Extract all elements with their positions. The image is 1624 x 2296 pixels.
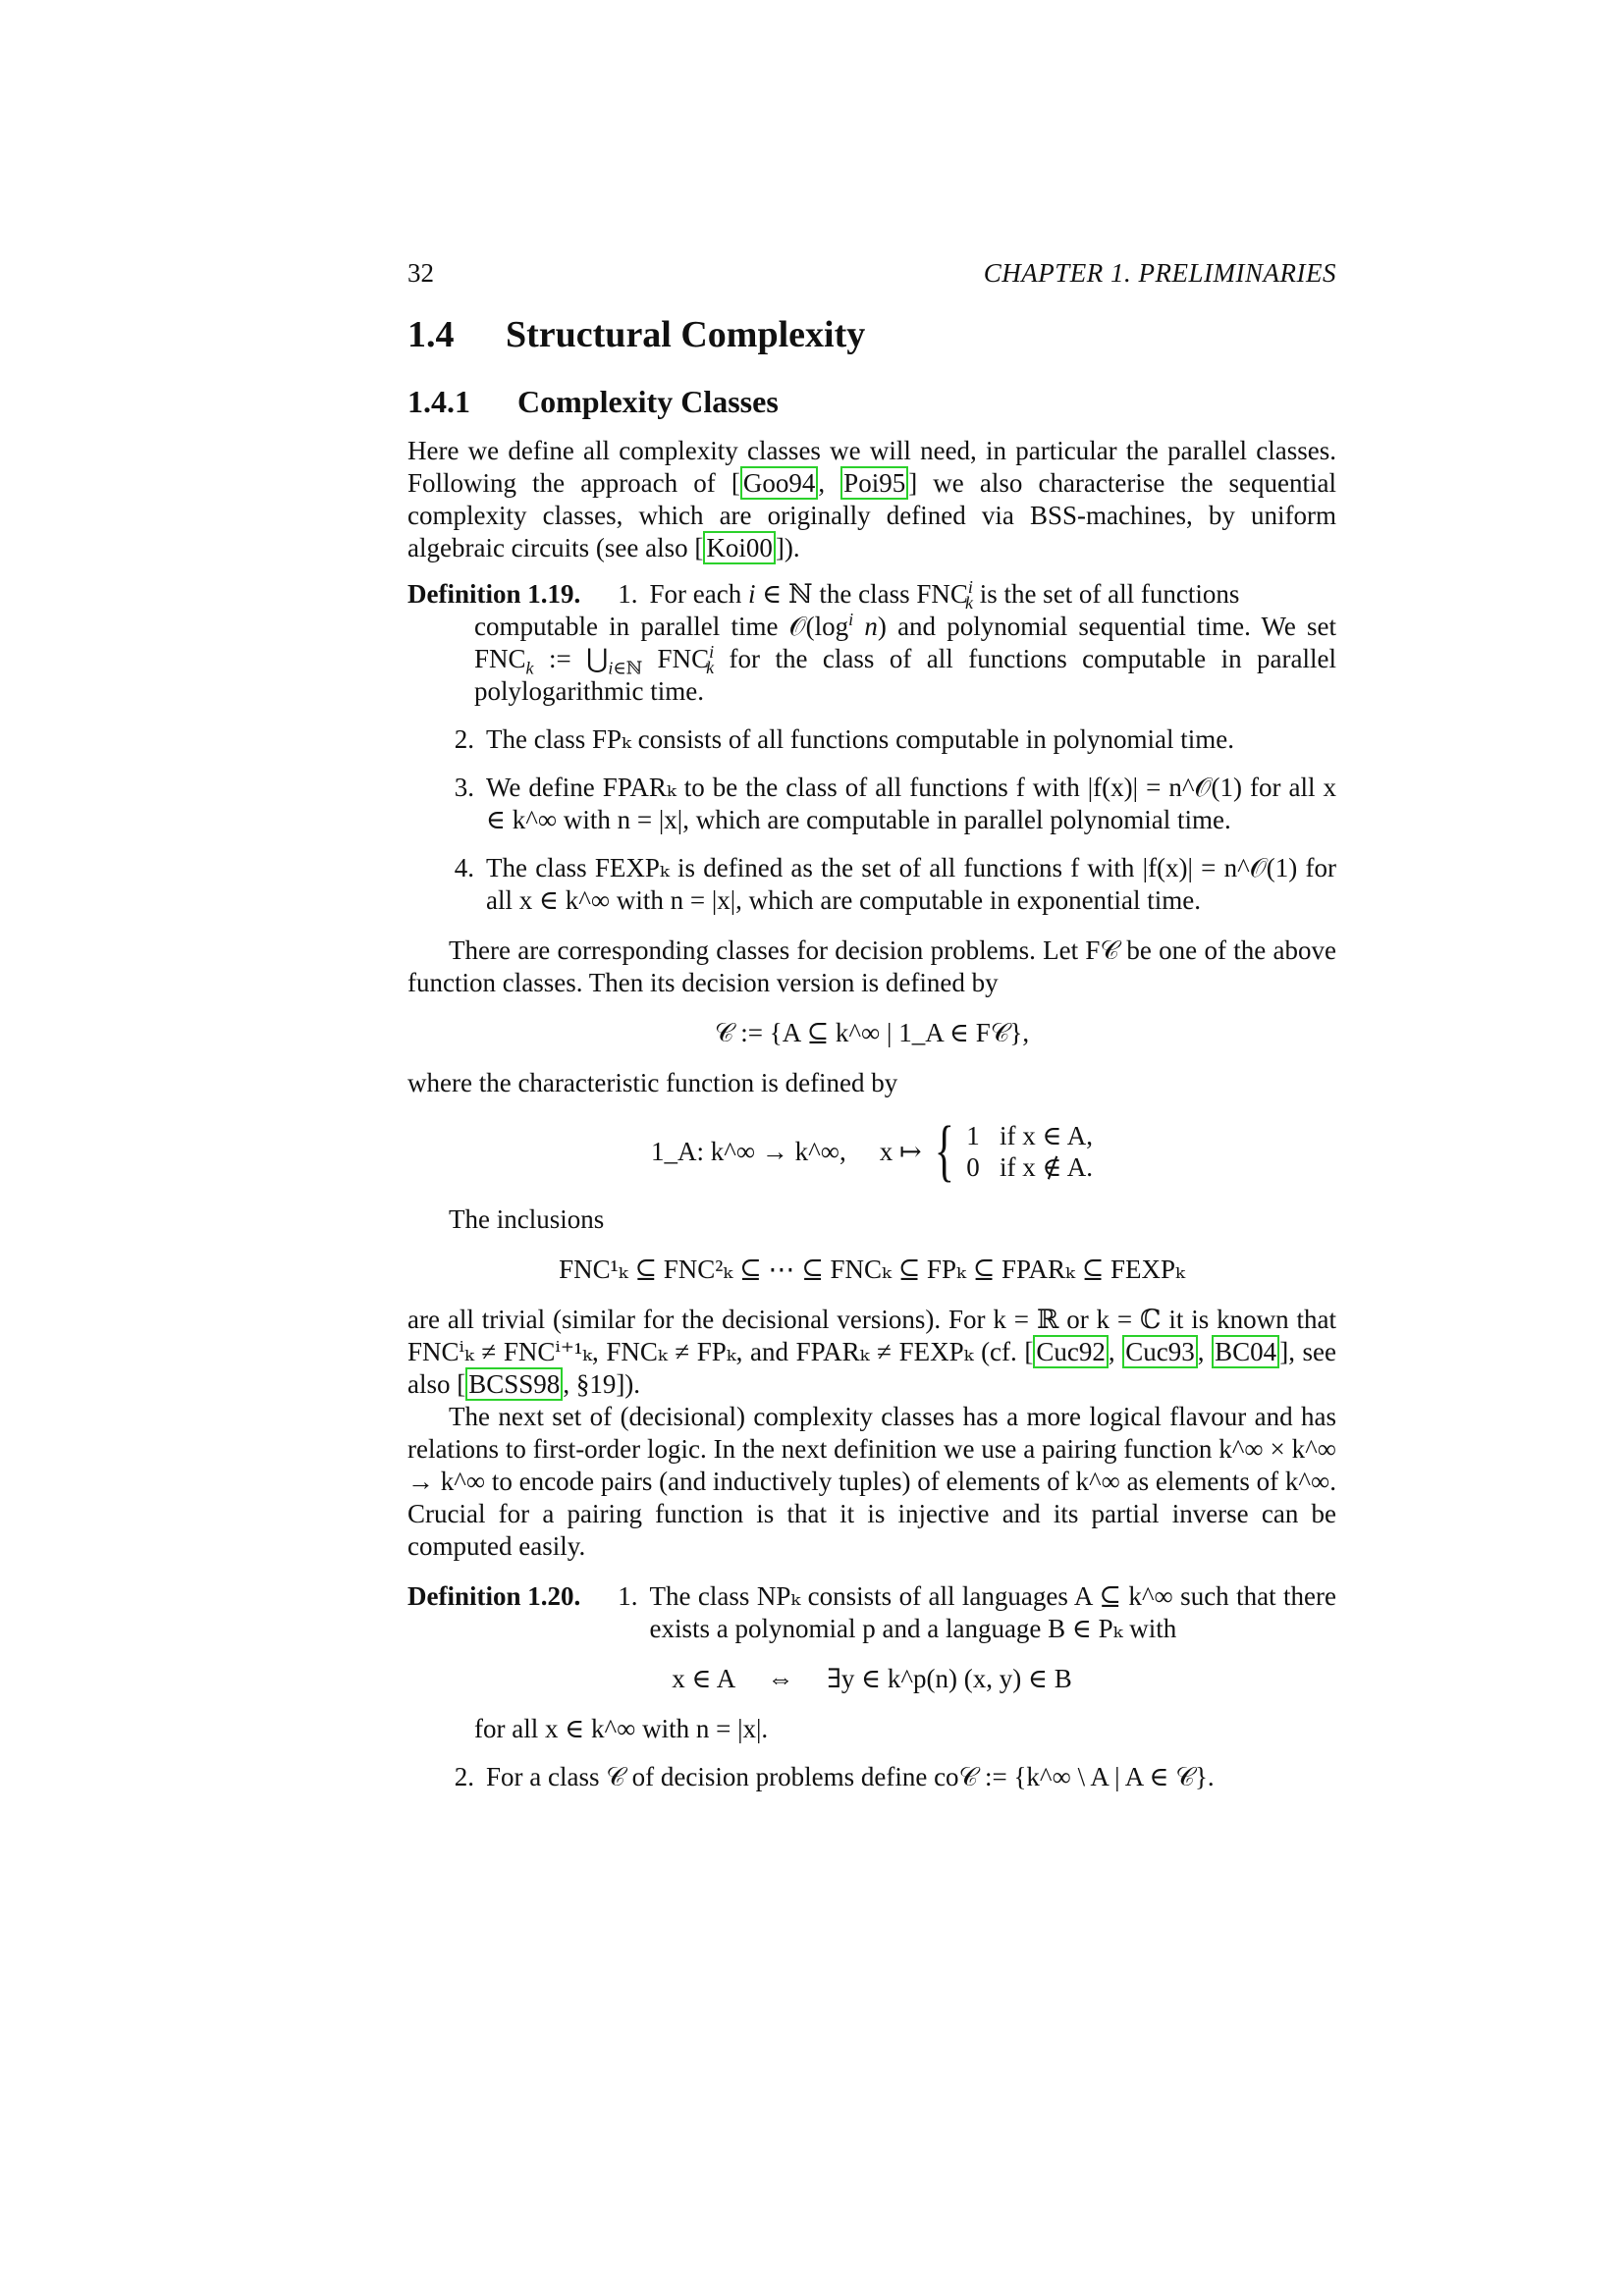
- definition-item: [407, 1761, 1336, 1793]
- paragraph-decision: There are corresponding classes for decision problems. Let F𝒞 be one of the above function classes. Then its decision version is defined by: [407, 935, 1336, 997]
- intro-text: ).: [784, 533, 800, 562]
- definition-label: Definition 1.19.: [407, 579, 581, 609]
- cases-block: [966, 1120, 1093, 1183]
- definition-1-20: [407, 1580, 1336, 1793]
- section-number: 1.4: [407, 314, 455, 355]
- citation-link[interactable]: Cuc93: [1122, 1335, 1198, 1368]
- citation-link[interactable]: BCSS98: [465, 1367, 563, 1401]
- definition-item: [407, 772, 1336, 836]
- subsection-heading: [407, 382, 1336, 421]
- citation-separator: ,: [1197, 1337, 1213, 1366]
- definition-item: [407, 852, 1336, 917]
- item-text: For a class 𝒞 of decision problems define co𝒞 := {k^∞ \ A | A ∈ 𝒞}.: [486, 1762, 1215, 1791]
- page-number: 32: [407, 258, 434, 288]
- item-number: 2.: [454, 724, 474, 754]
- paragraph-inclusions: The inclusions: [449, 1204, 605, 1234]
- paragraph-text: , §19]).: [563, 1369, 641, 1399]
- citation-separator: ,: [818, 468, 841, 498]
- citation-link[interactable]: Goo94: [740, 466, 819, 500]
- subsection-title: Complexity Classes: [517, 384, 779, 419]
- section-title: Structural Complexity: [506, 314, 866, 355]
- citation-link[interactable]: Cuc92: [1033, 1335, 1109, 1368]
- definition-label: Definition 1.20.: [407, 1581, 581, 1611]
- equation-lhs: 1_A: k^∞ → k^∞,: [650, 1136, 846, 1166]
- case-two: 0 if x ∉ A.: [966, 1152, 1094, 1182]
- subsection-number: 1.4.1: [407, 384, 470, 419]
- chapter-title: CHAPTER 1. PRELIMINARIES: [983, 258, 1336, 288]
- paragraph-text: are all trivial (similar for the decisional versions). For k = ℝ or k = ℂ it is known that FNCⁱₖ ≠ FNCⁱ⁺¹ₖ, FNCₖ ≠ FPₖ, and FPARₖ ≠ FEXPₖ (cf.: [407, 1305, 1336, 1366]
- definition-1-19: [407, 578, 1336, 917]
- paragraph-trivial: are all trivial (similar for the decisional versions). For k = ℝ or k = ℂ it is known that FNCⁱₖ ≠ FNCⁱ⁺¹ₖ, FNCₖ ≠ FPₖ, and FPARₖ ≠ FEXPₖ (cf. [ Cuc92 , Cuc93 , BC04 ], see also [ BCSS98 , §19]).: [407, 1305, 1337, 1399]
- item-number: 3.: [454, 773, 474, 802]
- intro-text: Here we define all complexity classes we will need, in particular the parallel classes. Following the approach of: [407, 436, 1336, 498]
- citation-link[interactable]: Poi95: [840, 466, 908, 500]
- item-number: 2.: [454, 1762, 474, 1791]
- equation-characteristic: [407, 1113, 1336, 1189]
- item-number: 1.: [618, 1581, 638, 1611]
- item-continuation: computable in parallel time $𝒪(\log^i$ n) and polynomial sequential time. We set $FNC_k$ := $⋃_{i\in ℕ}$ $FNC^i_k$ for the class of all functions computable in parallel polylogarithmic time.: [474, 610, 1337, 706]
- citation-link[interactable]: BC04: [1212, 1335, 1279, 1368]
- definition-item: [407, 723, 1336, 756]
- running-header: [407, 257, 1336, 290]
- item-text-first-line: For each i ∈ ℕ the class $FNC^i_k$ is the set of all functions: [649, 577, 1240, 614]
- intro-text: we also characterise the sequential complexity classes, which are originally defined via BSS-machines, by uniform algebraic circuits (see also: [407, 468, 1336, 562]
- citation-link[interactable]: Koi00: [703, 531, 776, 564]
- intro-paragraph: Here we define all complexity classes we will need, in particular the parallel classes. Following the approach of [ Goo94 , Poi95 ] we also characterise the sequential complexity classes, which are originally defined via BSS-machines, by uniform algebraic circuits (see also [ Koi00 ]).: [407, 436, 1336, 562]
- paper-page: [407, 257, 1336, 1793]
- item-continuation: for all x ∈ k^∞ with n = |x|.: [474, 1714, 769, 1743]
- equation-map: x ↦: [879, 1136, 922, 1166]
- paragraph-pairing: The next set of (decisional) complexity classes has a more logical flavour and has relations to first-order logic. In the next definition we use a pairing function k^∞ × k^∞ → k^∞ to encode pairs (and inductively tuples) of elements of k^∞ as elements of k^∞. Crucial for a pairing function is that it is injective and its partial inverse can be computed easily.: [407, 1402, 1337, 1561]
- case-one: 1 if x ∈ A,: [966, 1121, 1094, 1150]
- equation-np: x ∈ A ⇔ ∃y ∈ k^p(n) (x, y) ∈ B: [672, 1664, 1072, 1693]
- section-heading: [407, 313, 1336, 356]
- item-text: The class NPₖ consists of all languages A ⊆ k^∞ such that there exists a polynomial p and a language B ∈ Pₖ with: [649, 1581, 1336, 1643]
- equation-decision: 𝒞 := {A ⊆ k^∞ | 1_A ∈ F𝒞},: [714, 1018, 1030, 1047]
- item-text: The class FEXPₖ is defined as the set of all functions f with |f(x)| = n^𝒪(1) for all x ∈ k^∞ with n = |x|, which are computable in exponential time.: [486, 853, 1336, 915]
- left-brace: {: [934, 1113, 954, 1189]
- item-text: The class FPₖ consists of all functions computable in polynomial time.: [486, 724, 1234, 754]
- citation-separator: ,: [1108, 1337, 1123, 1366]
- paragraph-characteristic: where the characteristic function is defined by: [407, 1068, 898, 1097]
- item-text: We define FPARₖ to be the class of all functions f with |f(x)| = n^𝒪(1) for all x ∈ k^∞ with n = |x|, which are computable in parallel polynomial time.: [486, 773, 1336, 834]
- item-number: 4.: [454, 853, 474, 882]
- equation-inclusions: FNC¹ₖ ⊆ FNC²ₖ ⊆ ⋯ ⊆ FNCₖ ⊆ FPₖ ⊆ FPARₖ ⊆ FEXPₖ: [559, 1255, 1185, 1284]
- paragraph-text: , see also: [407, 1337, 1337, 1399]
- item-number: 1.: [618, 579, 638, 609]
